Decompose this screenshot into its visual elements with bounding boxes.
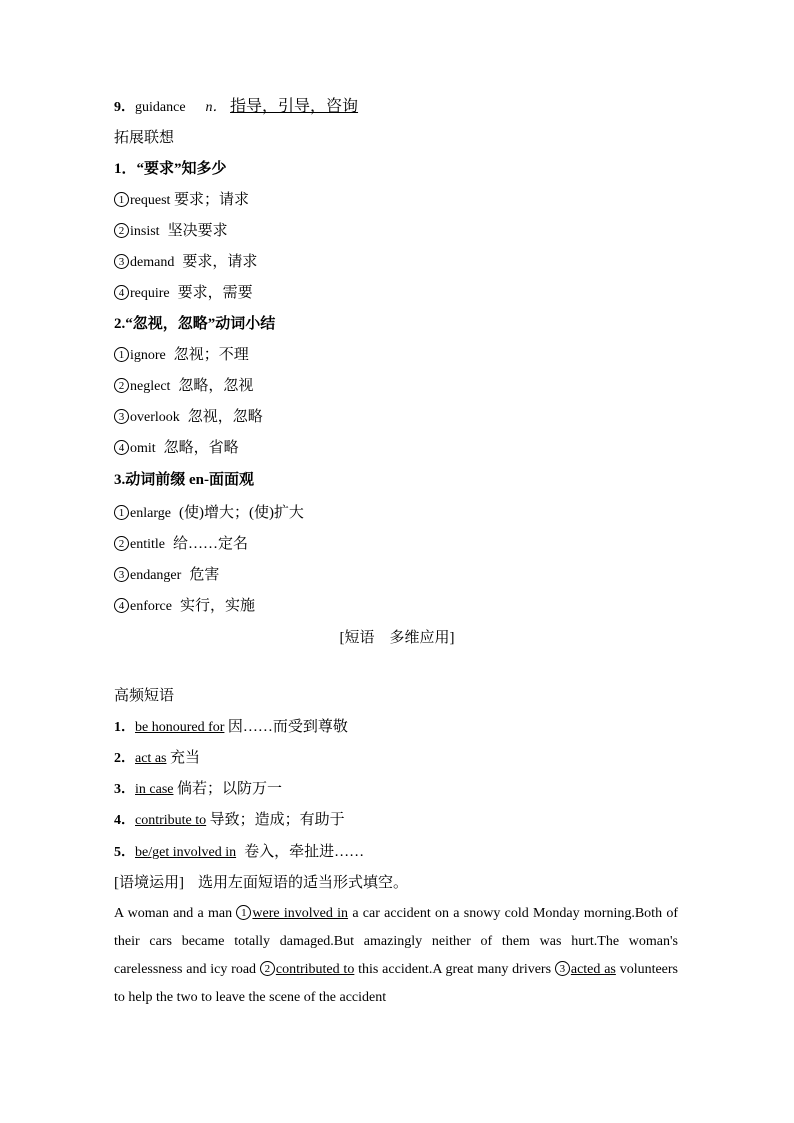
vocab-number: 9． (114, 100, 135, 115)
item-word: insist (130, 224, 160, 239)
phrase-item (114, 779, 282, 800)
blank-number: 1 (236, 905, 251, 920)
phrase-item (114, 842, 364, 863)
vocab-item-9 (114, 97, 358, 118)
blank-number: 2 (260, 961, 275, 976)
phrase-text: act as (135, 751, 167, 766)
group-title: 3.动词前缀 en-面面观 (114, 472, 254, 488)
circle-number: 4 (114, 285, 129, 300)
circle-number: 1 (114, 192, 129, 207)
blank-number: 3 (555, 961, 570, 976)
item-word: ignore (130, 348, 166, 363)
phrase-text: be honoured for (135, 720, 225, 735)
item-word: request (130, 193, 171, 208)
item-word: enlarge (130, 506, 171, 521)
phrase-number: 3． (114, 782, 135, 797)
list-item (114, 221, 228, 242)
list-item (114, 407, 263, 428)
phrase-number: 4． (114, 813, 135, 828)
item-word: require (130, 286, 170, 301)
circle-number: 4 (114, 598, 129, 613)
item-meaning: 给……定名 (173, 536, 249, 552)
item-word: endanger (130, 568, 182, 583)
phrases-heading: 高频短语 (114, 688, 175, 704)
phrase-item (114, 717, 348, 738)
vocab-meaning: 指导，引导，咨询 (230, 98, 359, 115)
list-item (114, 438, 239, 459)
item-word: omit (130, 441, 156, 456)
circle-number: 1 (114, 347, 129, 362)
phrase-text: contribute to (135, 813, 207, 828)
list-item (114, 596, 255, 617)
item-meaning: 要求；请求 (173, 192, 249, 208)
passage-text: this accident.A great many drivers (358, 962, 552, 977)
item-word: demand (130, 255, 175, 270)
circle-number: 4 (114, 440, 129, 455)
item-meaning: (使)增大；(使)扩大 (178, 505, 304, 521)
circle-number: 3 (114, 254, 129, 269)
phrase-text: in case (135, 782, 174, 797)
phrase-meaning: 倘若；以防万一 (176, 781, 282, 797)
blank-answer: were involved in (252, 906, 349, 921)
circle-number: 3 (114, 567, 129, 582)
list-item (114, 190, 249, 211)
vocab-word: guidance (135, 100, 186, 115)
phrase-meaning: 卷入，牵扯进…… (244, 844, 365, 860)
item-meaning: 危害 (189, 567, 220, 583)
exercise-instruction (114, 873, 408, 893)
phrase-meaning: 导致；造成；有助于 (209, 812, 345, 828)
circle-number: 2 (114, 378, 129, 393)
item-word: neglect (130, 379, 171, 394)
passage-text: a car accident on a snowy cold Monday morning.Both of their cars became totally damaged.But amazingly neither of them was hurt.The woman's carelessness and icy road (114, 906, 679, 977)
item-meaning: 要求，请求 (182, 254, 258, 270)
phrase-meaning: 因……而受到尊敬 (227, 719, 348, 735)
list-item (114, 376, 253, 397)
phrase-number: 5． (114, 845, 135, 860)
list-item (114, 345, 249, 366)
item-meaning: 要求，需要 (177, 285, 253, 301)
phrase-item (114, 810, 345, 831)
group-title: 2.“忽视，忽略”动词小结 (114, 316, 276, 332)
list-item (114, 252, 257, 273)
circle-number: 3 (114, 409, 129, 424)
phrase-number: 2． (114, 751, 135, 766)
item-meaning: 实行，实施 (179, 598, 255, 614)
exercise-label: [语境运用] (114, 875, 184, 891)
extension-heading: 拓展联想 (114, 130, 175, 146)
group-title: 1．“要求”知多少 (114, 161, 227, 177)
exercise-instruction-text: 选用左面短语的适当形式填空。 (198, 875, 409, 891)
exercise-paragraph (114, 900, 678, 1012)
item-word: enforce (130, 599, 172, 614)
item-meaning: 忽略，忽视 (178, 378, 254, 394)
phrase-item (114, 748, 200, 769)
phrase-number: 1． (114, 720, 135, 735)
section-title: [短语 多维应用] (339, 630, 455, 646)
passage-text: A woman and a man (114, 906, 233, 921)
item-word: entitle (130, 537, 165, 552)
phrase-text: be/get involved in (135, 845, 237, 860)
list-item (114, 565, 219, 586)
circle-number: 1 (114, 505, 129, 520)
list-item (114, 283, 253, 304)
blank-answer: acted as (570, 962, 616, 977)
circle-number: 2 (114, 223, 129, 238)
blank-answer: contributed to (275, 962, 355, 977)
phrase-meaning: 充当 (169, 750, 200, 766)
list-item (114, 503, 304, 524)
list-item (114, 534, 248, 555)
item-meaning: 忽视，忽略 (187, 409, 263, 425)
item-word: overlook (130, 410, 180, 425)
item-meaning: 忽略，省略 (163, 440, 239, 456)
part-of-speech: n． (205, 100, 227, 115)
circle-number: 2 (114, 536, 129, 551)
item-meaning: 坚决要求 (167, 223, 228, 239)
passage-text: volunteers to help the two to leave the scene of the accident (114, 962, 679, 1005)
item-meaning: 忽视；不理 (173, 347, 249, 363)
